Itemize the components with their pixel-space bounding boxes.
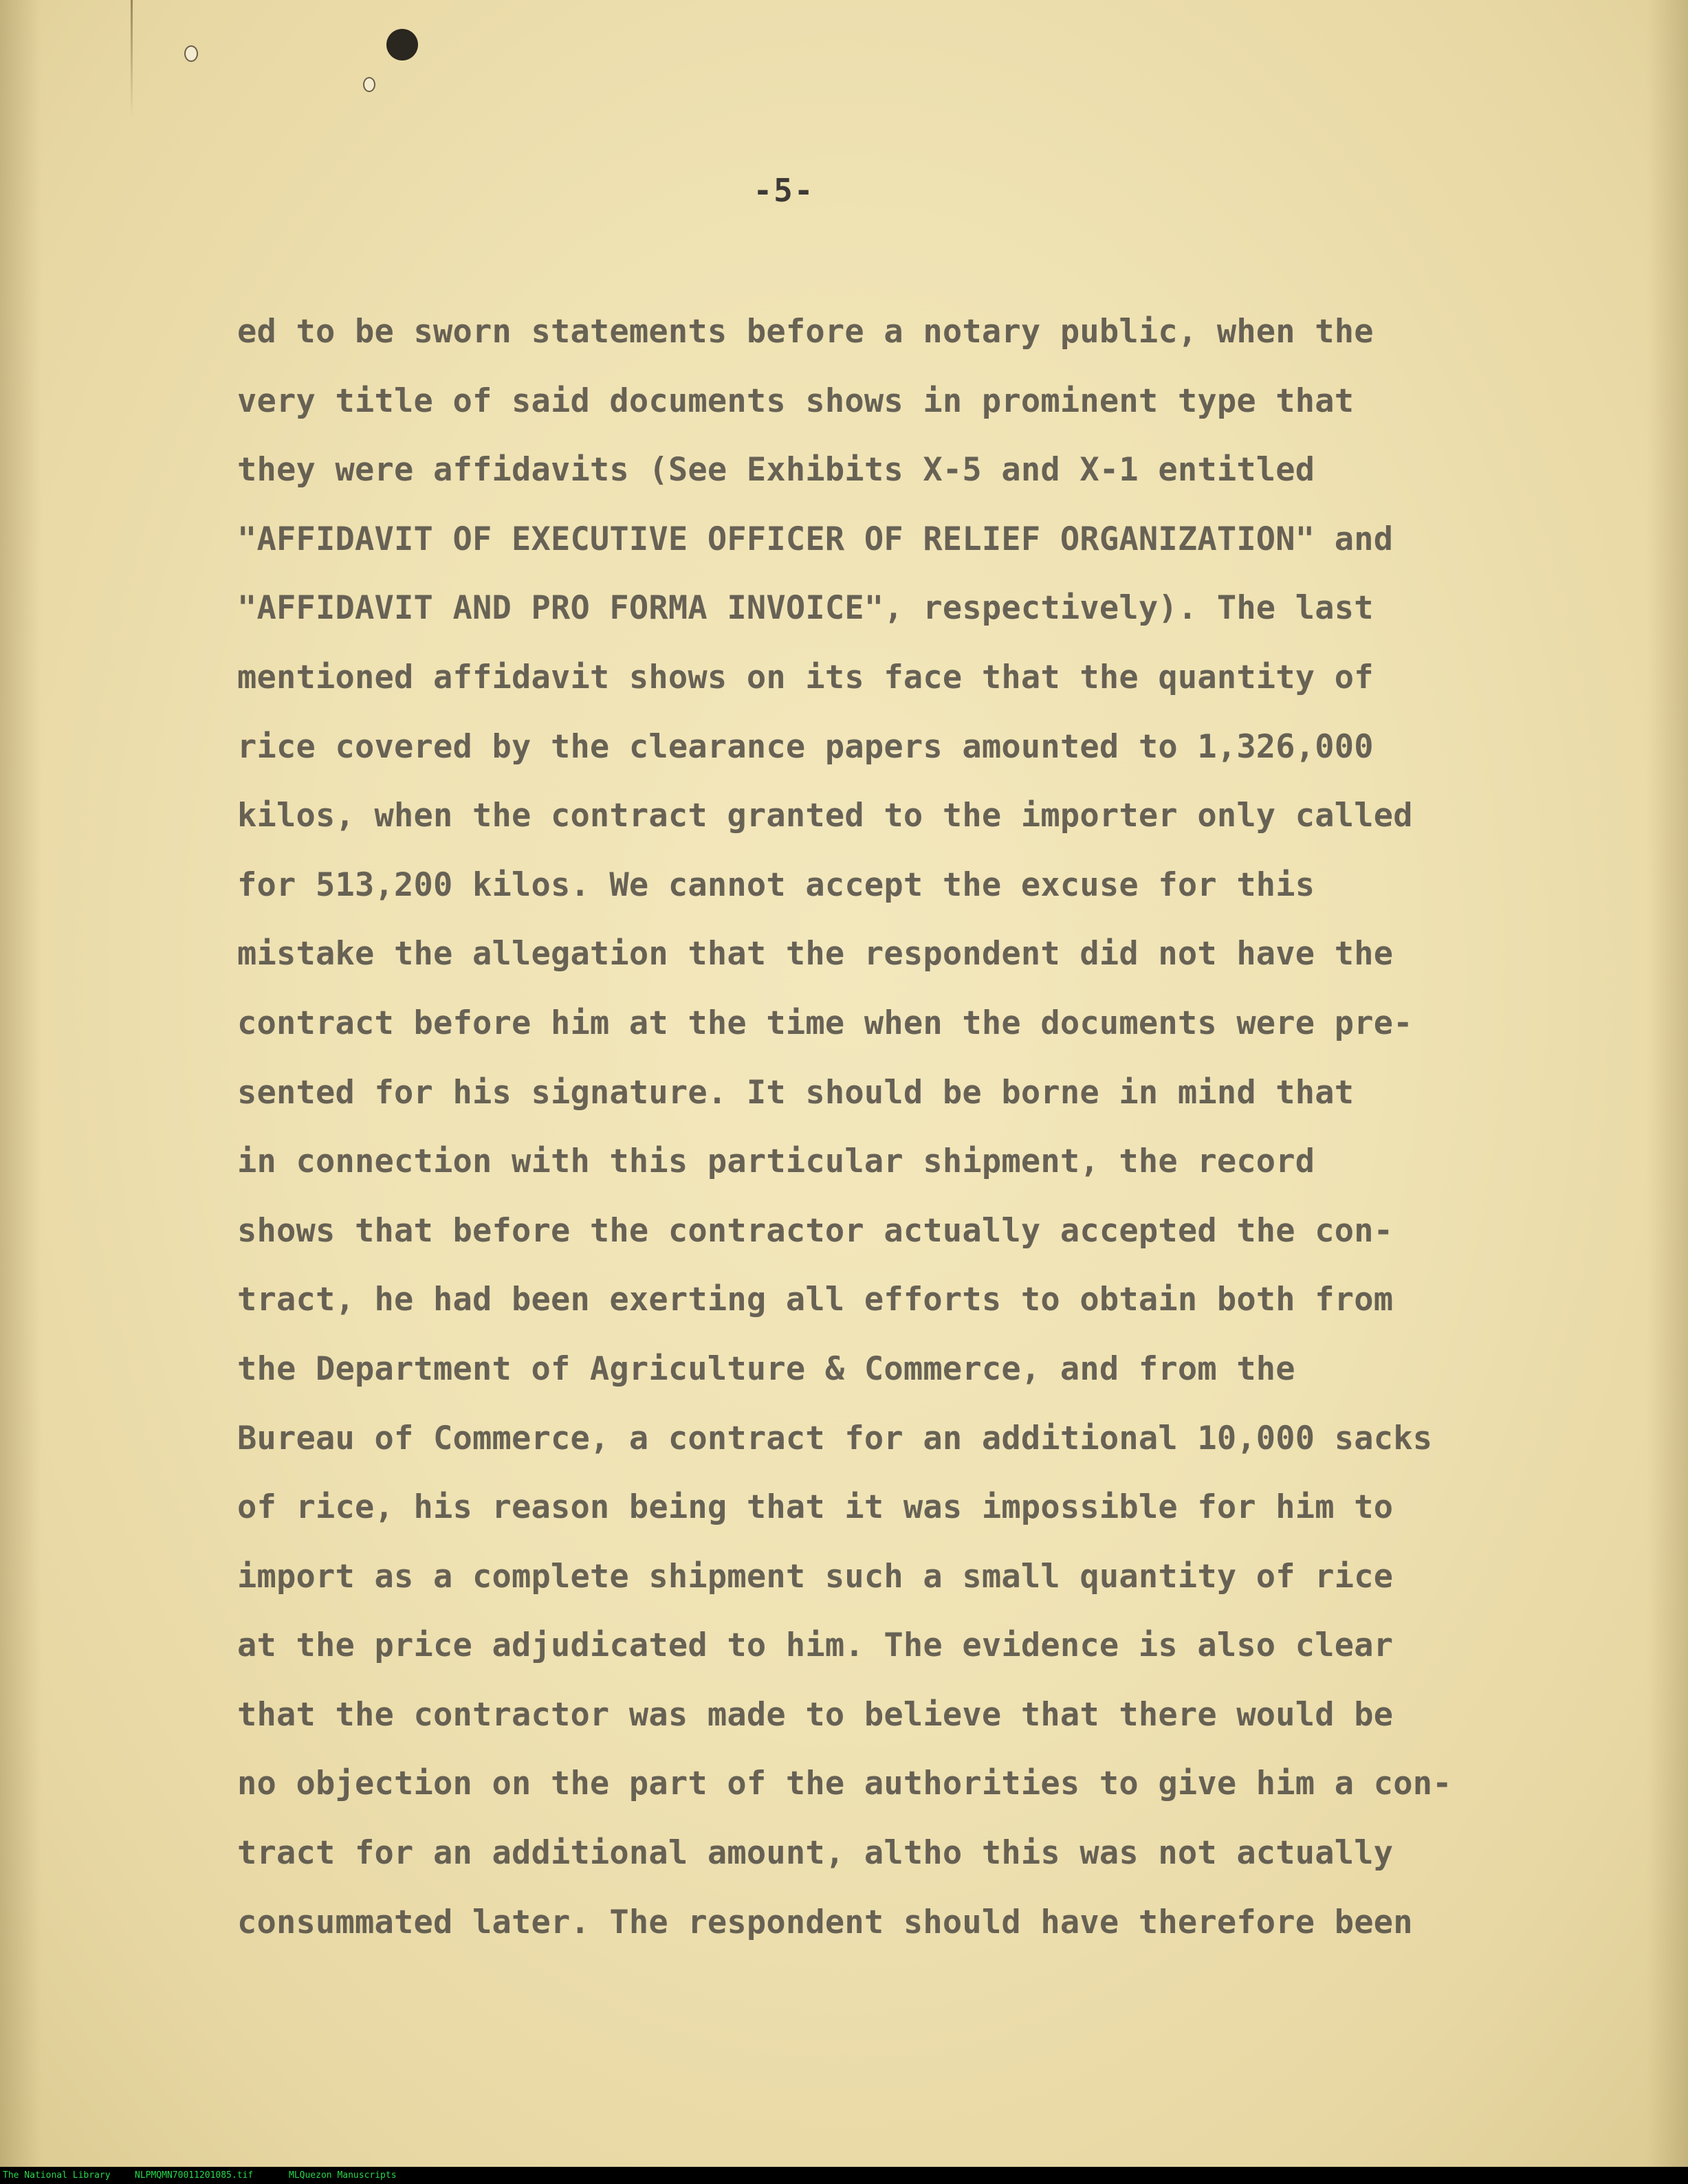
text-line: that the contractor was made to believe that there would be <box>237 1695 1394 1734</box>
pin-hole <box>363 77 375 92</box>
scan-footer-bar <box>0 2167 1688 2184</box>
text-line: at the price adjudicated to him. The evidence is also clear <box>237 1626 1394 1665</box>
pin-hole <box>184 45 198 62</box>
text-line: very title of said documents shows in prominent type that <box>237 382 1355 420</box>
text-line: consummated later. The respondent should have therefore been <box>237 1903 1413 1941</box>
page-edge-shadow-left <box>0 0 41 2167</box>
text-line: contract before him at the time when the documents were pre- <box>237 1004 1413 1042</box>
text-line: shows that before the contractor actually accepted the con- <box>237 1211 1394 1250</box>
text-line: sented for his signature. It should be borne in mind that <box>237 1073 1355 1112</box>
text-line: rice covered by the clearance papers amounted to 1,326,000 <box>237 727 1374 766</box>
text-line: tract, he had been exerting all efforts to obtain both from <box>237 1281 1394 1319</box>
text-line: kilos, when the contract granted to the importer only called <box>237 797 1413 835</box>
page-edge-shadow-right <box>1647 0 1688 2167</box>
text-line: for 513,200 kilos. We cannot accept the excuse for this <box>237 865 1315 904</box>
paper-crease <box>131 0 133 117</box>
text-line: "AFFIDAVIT AND PRO FORMA INVOICE", respectively). The last <box>237 589 1374 628</box>
text-line: mentioned affidavit shows on its face that the quantity of <box>237 658 1374 696</box>
text-line: they were affidavits (See Exhibits X-5 and X-1 entitled <box>237 451 1315 489</box>
text-line: in connection with this particular shipment, the record <box>237 1143 1315 1181</box>
text-line: the Department of Agriculture & Commerce, and from the <box>237 1349 1295 1388</box>
footer-library: The National Library <box>3 2170 111 2181</box>
text-line: of rice, his reason being that it was impossible for him to <box>237 1488 1394 1527</box>
text-line: import as a complete shipment such a small quantity of rice <box>237 1557 1394 1596</box>
text-line: "AFFIDAVIT OF EXECUTIVE OFFICER OF RELIEF ORGANIZATION" and <box>237 520 1394 558</box>
footer-file-id: NLPMQMN70011201085.tif <box>135 2170 254 2181</box>
body-text <box>237 311 1530 1970</box>
text-line: tract for an additional amount, altho this was not actually <box>237 1834 1394 1873</box>
page-number: -5- <box>753 172 815 209</box>
punch-hole <box>386 29 418 60</box>
text-line: no objection on the part of the authorities to give him a con- <box>237 1765 1452 1803</box>
text-line: ed to be sworn statements before a notary public, when the <box>237 313 1374 351</box>
footer-collection: MLQuezon Manuscripts <box>289 2170 397 2181</box>
text-line: mistake the allegation that the respondent did not have the <box>237 935 1394 973</box>
text-line: Bureau of Commerce, a contract for an additional 10,000 sacks <box>237 1419 1433 1457</box>
